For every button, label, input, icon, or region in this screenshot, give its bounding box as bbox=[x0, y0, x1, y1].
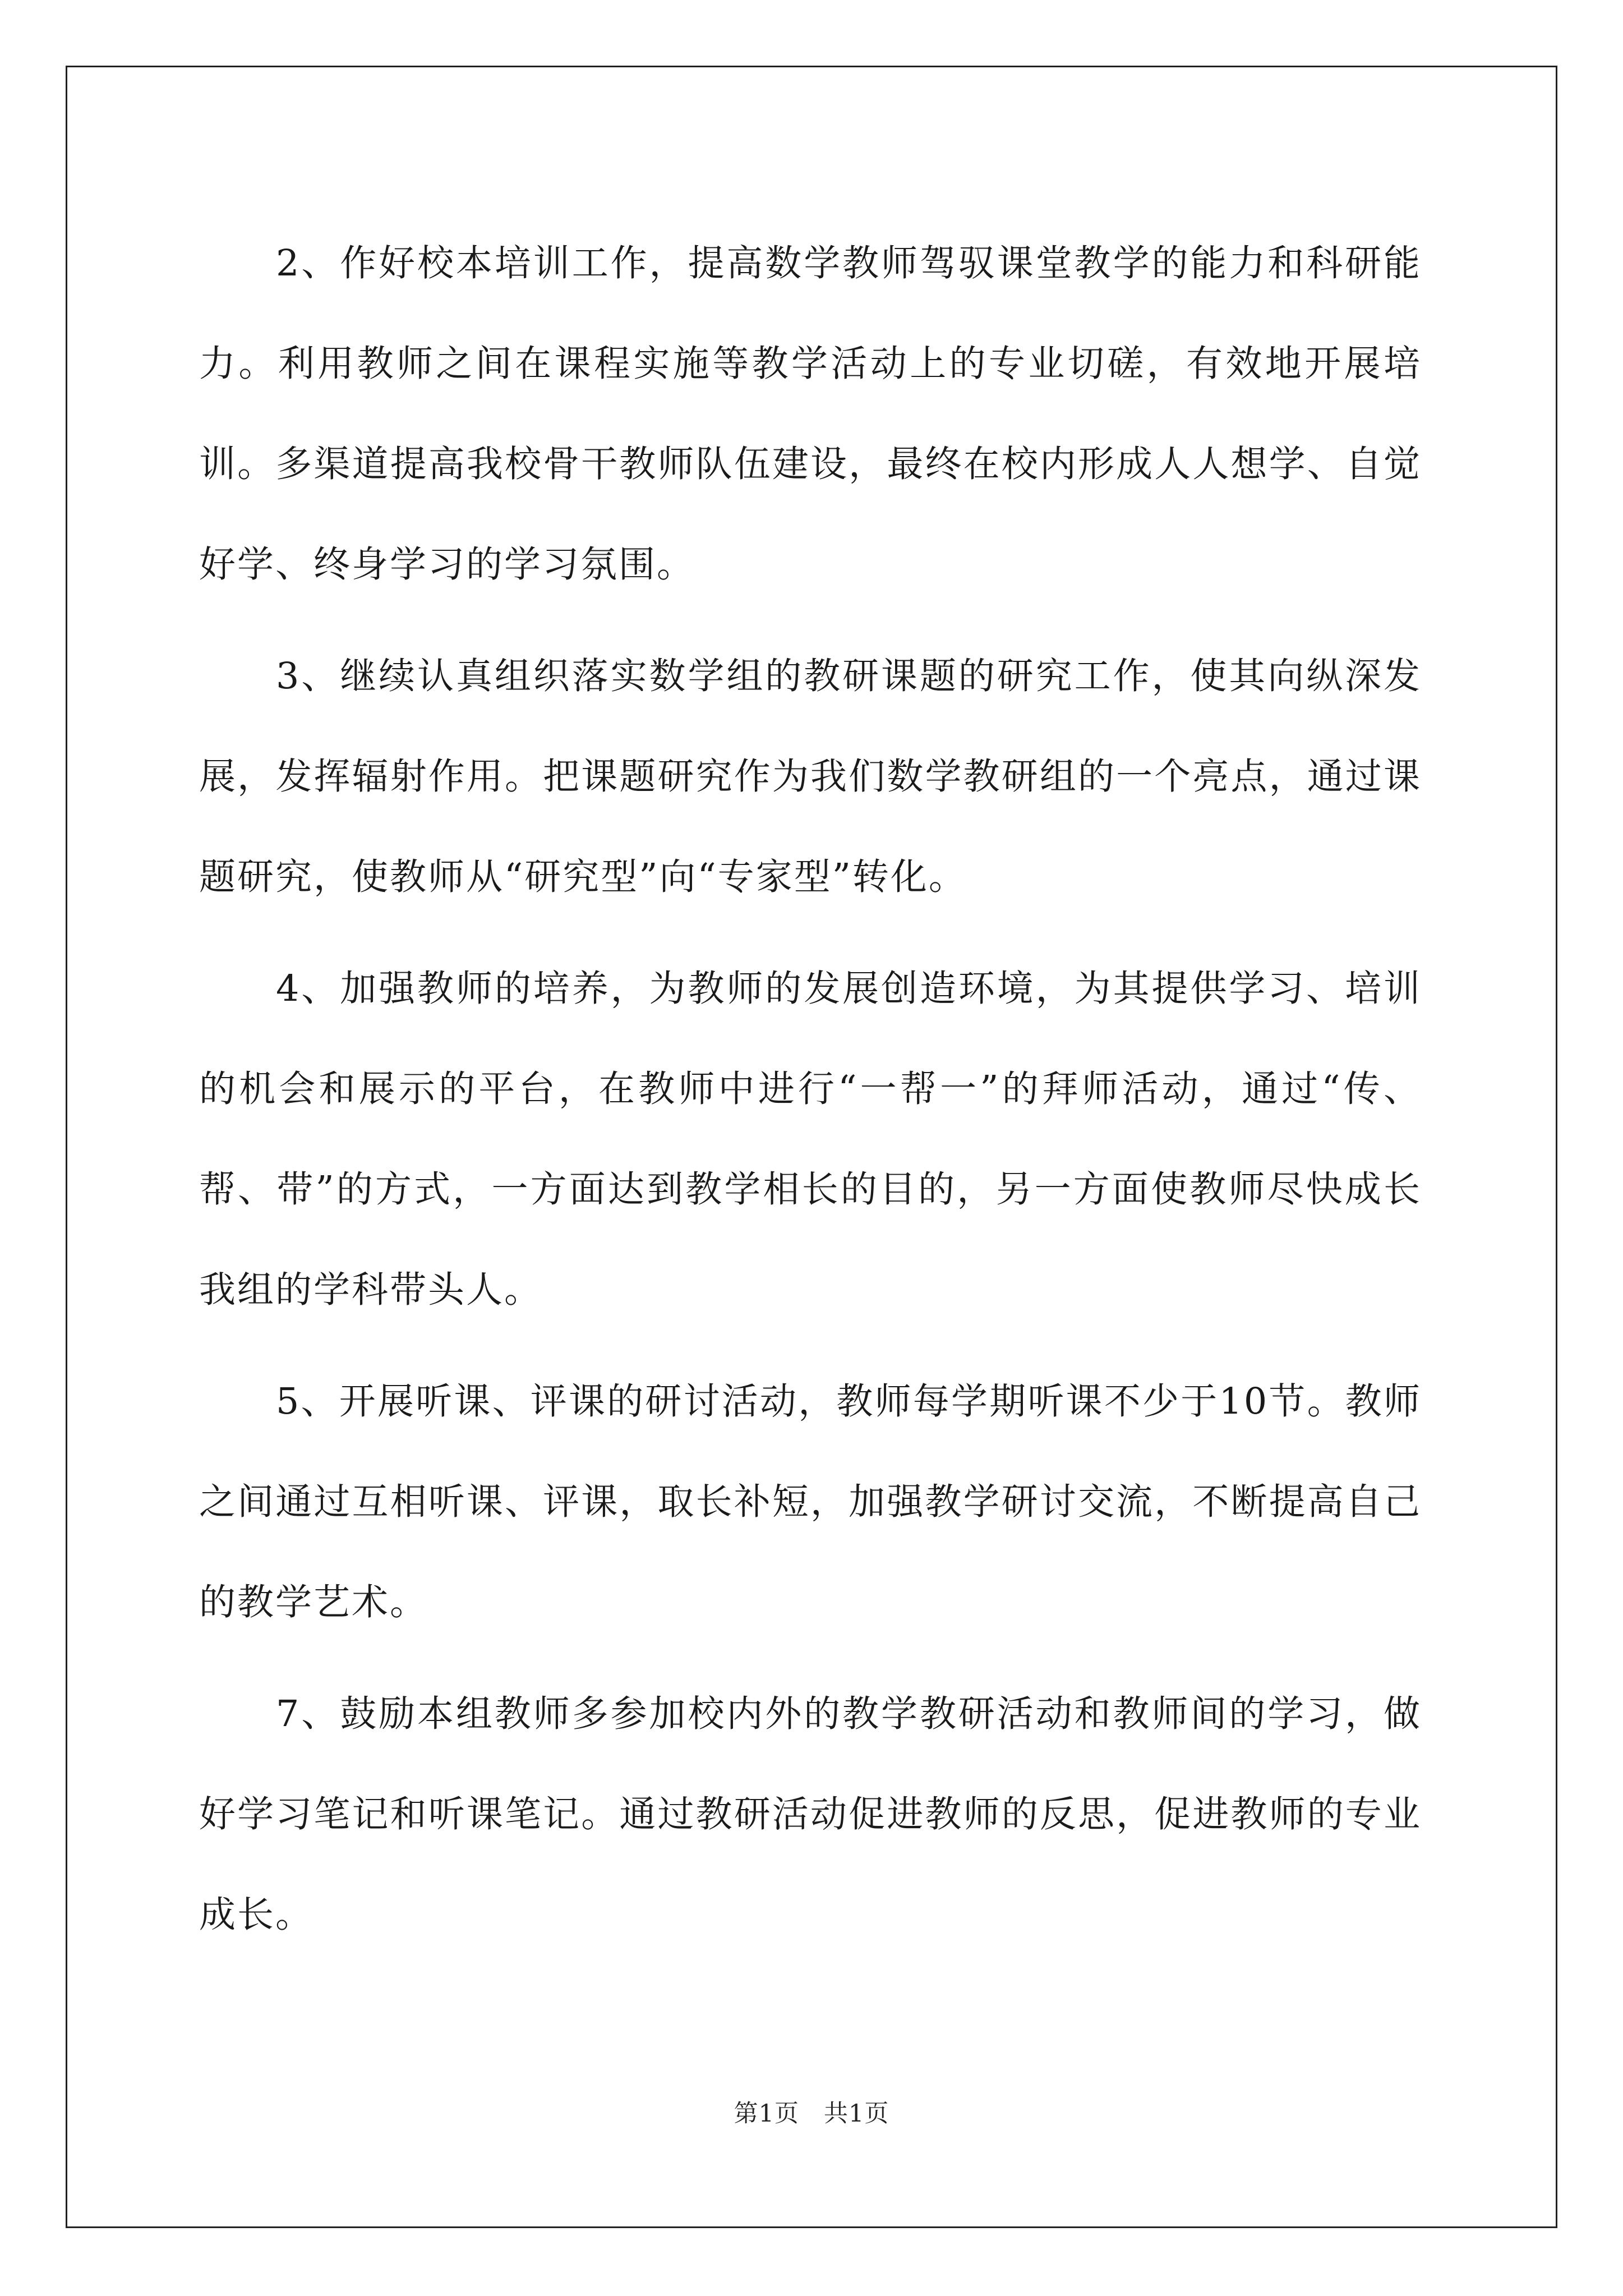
document-body bbox=[199, 213, 1422, 1976]
paragraph-item-2: 2、作好校本培训工作，提高数学教师驾驭课堂教学的能力和科研能力。利用教师之间在课程实施等教学活动上的专业切磋，有效地开展培训。多渠道提高我校骨干教师队伍建设，最终在校内形成人人想学、自觉好学、终身学习的学习氛围。 bbox=[199, 242, 1422, 586]
paragraph-item-5: 5、开展听课、评课的研讨活动，教师每学期听课不少于10节。教师之间通过互相听课、评课，取长补短，加强教学研讨交流，不断提高自己的教学艺术。 bbox=[199, 1381, 1422, 1623]
page-footer: 第1页 共1页 bbox=[734, 2100, 889, 2128]
paragraph-item-7: 7、鼓励本组教师多参加校内外的教学教研活动和教师间的学习，做好学习笔记和听课笔记。通过教研活动促进教师的反思，促进教师的专业成长。 bbox=[199, 1693, 1422, 1936]
paragraph-item-3: 3、继续认真组织落实数学组的教研课题的研究工作，使其向纵深发展，发挥辐射作用。把课题研究作为我们数学教研组的一个亮点，通过课题研究，使教师从“研究型”向“专家型”转化。 bbox=[199, 655, 1422, 898]
paragraph-item-4: 4、加强教师的培养，为教师的发展创造环境，为其提供学习、培训的机会和展示的平台，在教师中进行“一帮一”的拜师活动，通过“传、帮、带”的方式，一方面达到教学相长的目的，另一方面使教师尽快成长我组的学科带头人。 bbox=[199, 968, 1422, 1311]
